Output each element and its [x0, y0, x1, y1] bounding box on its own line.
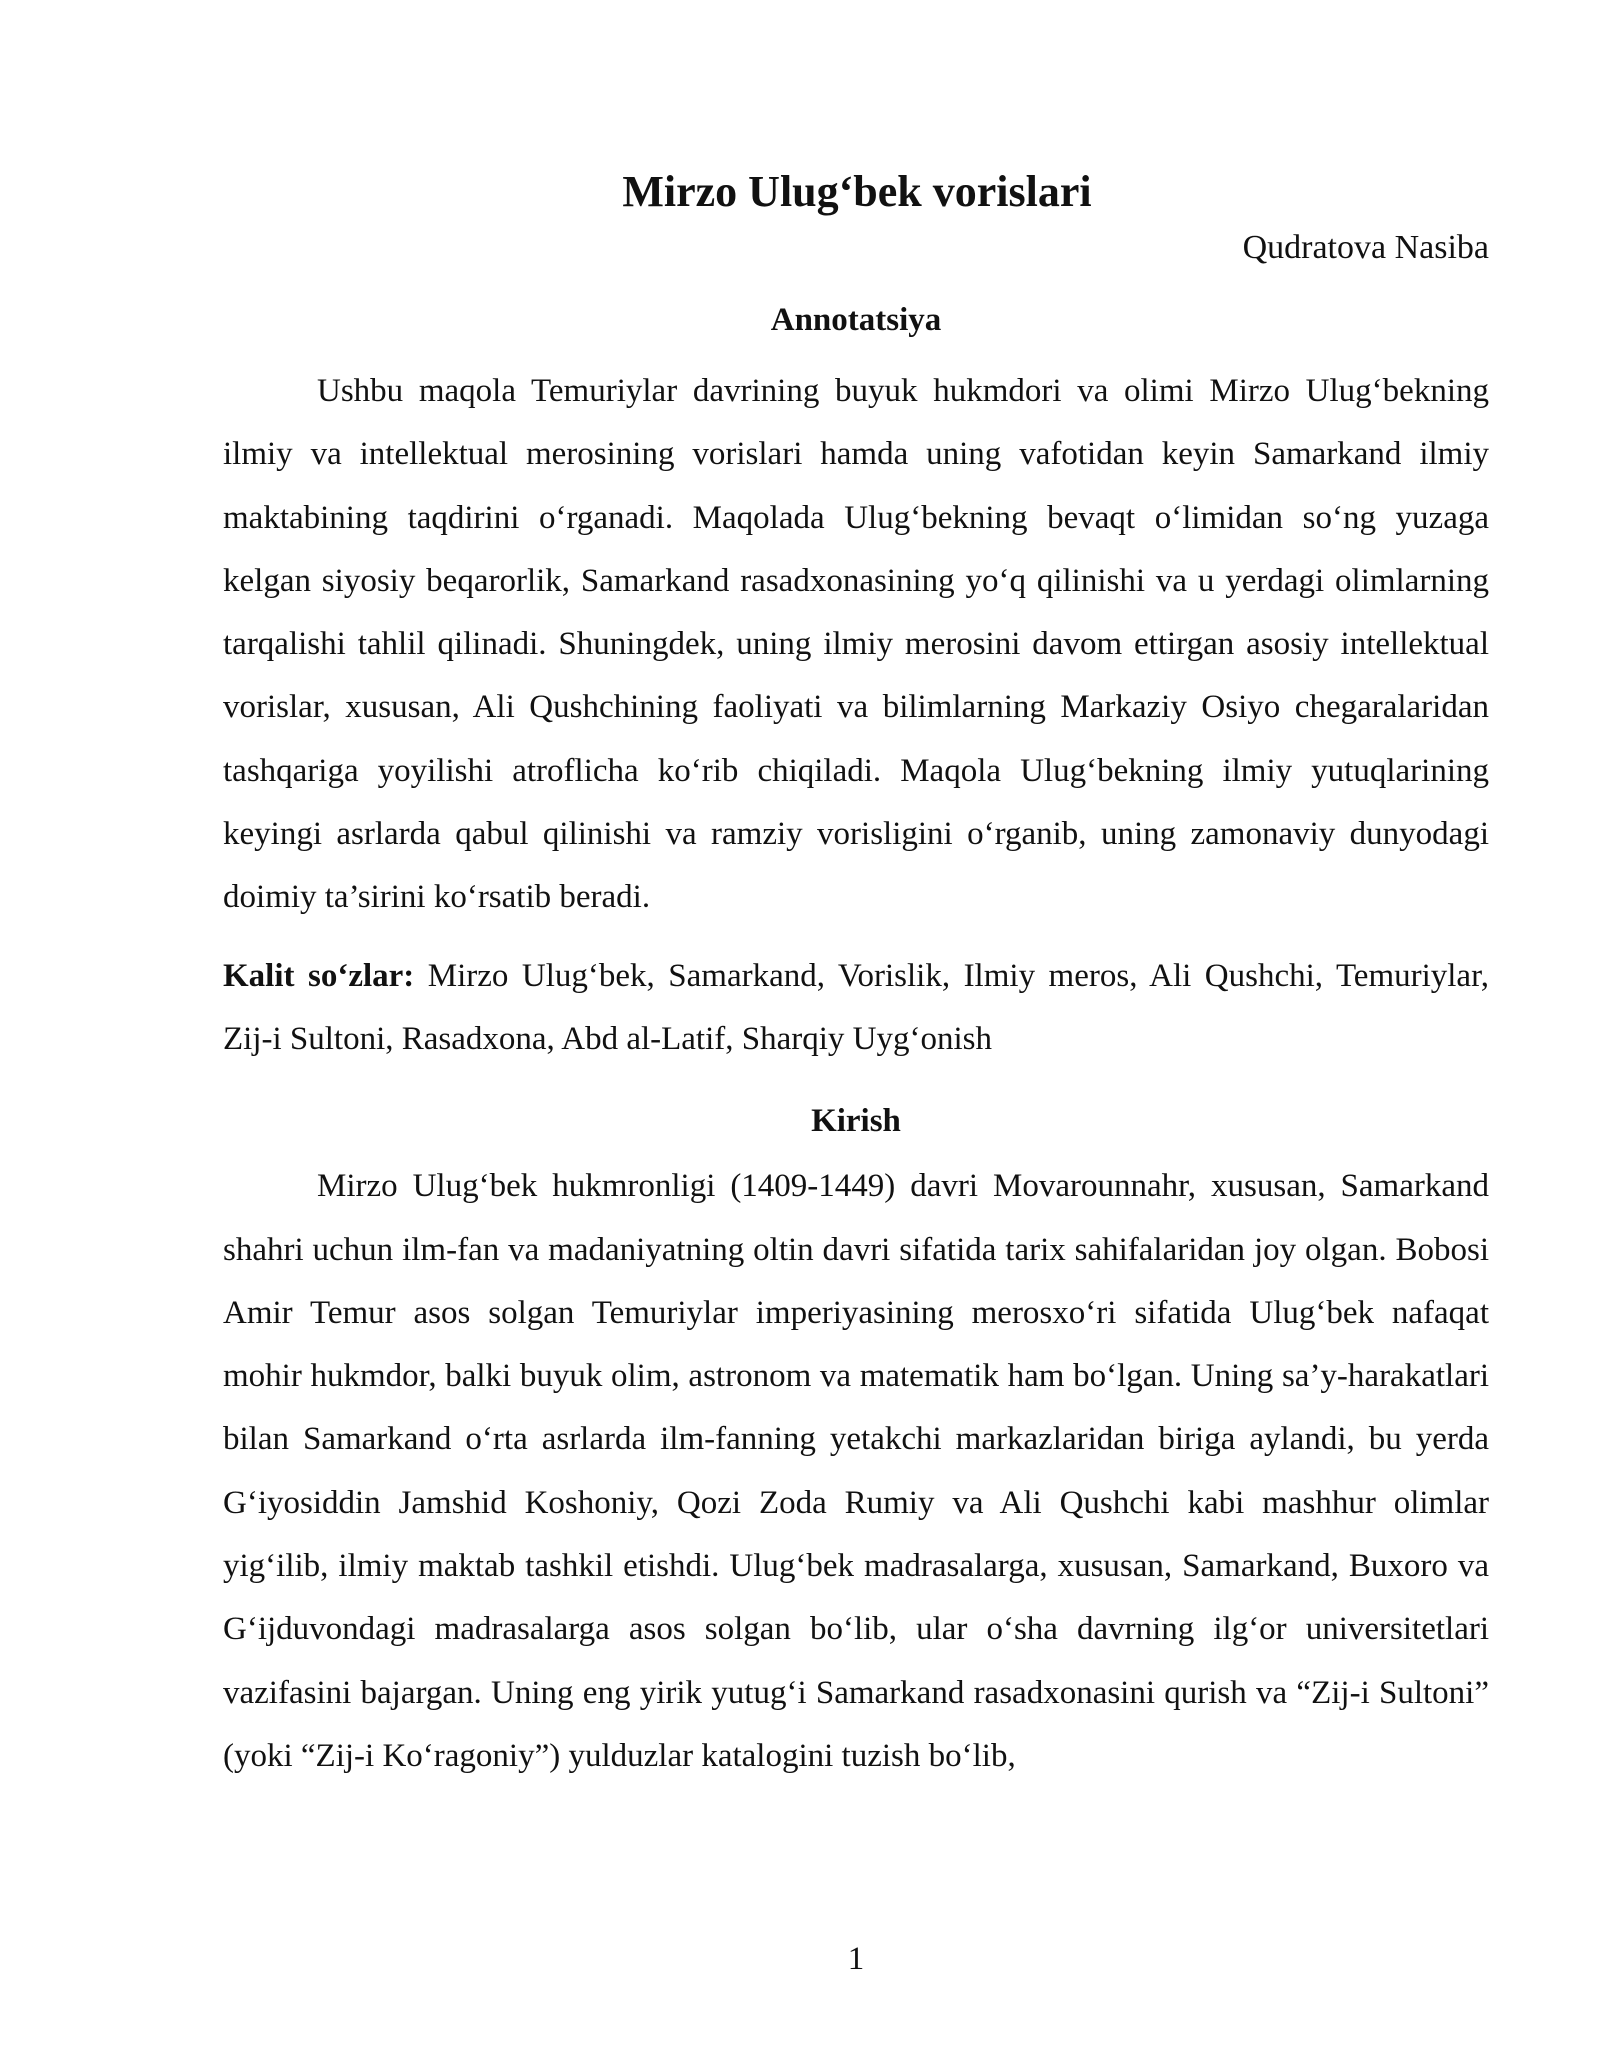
document-title: Mirzo Ulug‘bek vorislari [622, 167, 1092, 216]
keywords-paragraph [223, 945, 1489, 1072]
author-name: Qudratova Nasiba [1242, 229, 1489, 266]
annotation-paragraph: Ushbu maqola Temuriylar davrining buyuk hukmdori va olimi Mirzo Ulug‘bekning ilmiy va intellektual merosining vorislari hamda uning vafotidan keyin Samarkand ilmiy maktabining taqdirini o‘rganadi. Maqolada Ulug‘bekning bevaqt o‘limidan so‘ng yuzaga kelgan siyosiy beqarorlik, Samarkand rasadxonasining yo‘q qilinishi va u yerdagi olimlarning tarqalishi tahlil qilinadi. Shuningdek, uning ilmiy merosini davom ettirgan asosiy intellektual vorislar, xususan, Ali Qushchining faoliyati va bilimlarning Markaziy Osiyo chegaralaridan tashqariga yoyilishi atroflicha ko‘rib chiqiladi. Maqola Ulug‘bekning ilmiy yutuqlarining keyingi asrlarda qabul qilinishi va ramziy vorisligini o‘rganib, uning zamonaviy dunyodagi doimiy ta’sirini ko‘rsatib beradi. [223, 373, 1489, 916]
introduction-heading: Kirish [811, 1103, 901, 1140]
page-content [223, 160, 1489, 1788]
page-number: 1 [847, 1941, 865, 1977]
keywords-list: Mirzo Ulug‘bek, Samarkand, Vorislik, Ilmiy meros, Ali Qushchi, Temuriylar, Zij-i Sultoni, Rasadxona, Abd al-Latif, Sharqiy Uyg‘onish [223, 957, 1489, 1057]
keywords-label: Kalit so‘zlar: [223, 957, 415, 994]
annotation-heading: Annotatsiya [770, 302, 942, 338]
introduction-paragraph: Mirzo Ulug‘bek hukmronligi (1409-1449) davri Movarounnahr, xususan, Samarkand shahri uchun ilm-fan va madaniyatning oltin davri sifatida tarix sahifalaridan joy olgan. Bobosi Amir Temur asos solgan Temuriylar imperiyasining merosxo‘ri sifatida Ulug‘bek nafaqat mohir hukmdor, balki buyuk olim, astronom va matematik ham bo‘lgan. Uning sa’y-harakatlari bilan Samarkand o‘rta asrlarda ilm-fanning yetakchi markazlaridan biriga aylandi, bu yerda G‘iyosiddin Jamshid Koshoniy, Qozi Zoda Rumiy va Ali Qushchi kabi mashhur olimlar yig‘ilib, ilmiy maktab tashkil etishdi. Ulug‘bek madrasalarga, xususan, Samarkand, Buxoro va G‘ijduvondagi madrasalarga asos solgan bo‘lib, ular o‘sha davrning ilg‘or universitetlari vazifasini bajargan. Uning eng yirik yutug‘i Samarkand rasadxonasini qurish va “Zij-i Sultoni” (yoki “Zij-i Ko‘ragoniy”) yulduzlar katalogini tuzish bo‘lib, [223, 1168, 1489, 1774]
